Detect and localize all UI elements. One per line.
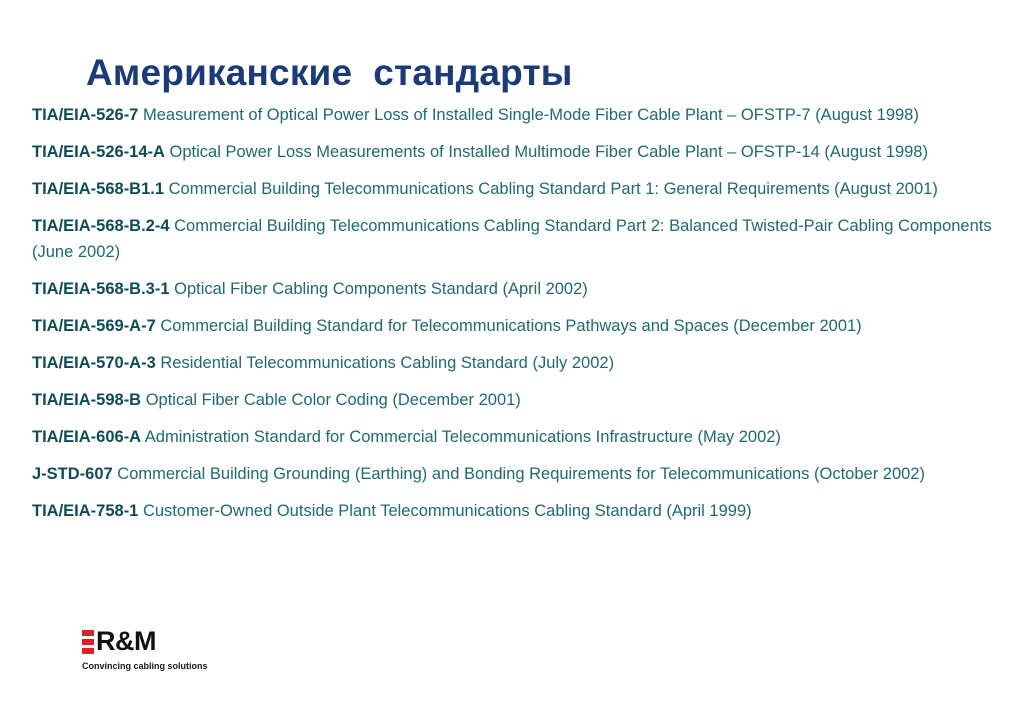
standard-code: TIA/EIA-568-B1.1 [32,180,165,198]
logo-mark [82,628,156,655]
page-title: Американские стандарты [86,52,573,93]
standard-description: Residential Telecommunications Cabling Standard (July 2002) [160,354,615,372]
standard-code: J-STD-607 [32,465,113,483]
logo-tagline: Convincing cabling solutions [82,661,208,671]
standard-description: Optical Fiber Cabling Components Standard (April 2002) [174,280,588,298]
standard-item [32,387,1007,413]
standard-item [32,350,1007,376]
standard-code: TIA/EIA-570-A-3 [32,354,156,372]
standard-description: Commercial Building Standard for Telecommunications Pathways and Spaces (December 2001) [160,317,862,335]
standard-code: TIA/EIA-606-A [32,428,142,446]
standard-description: Measurement of Optical Power Loss of Installed Single-Mode Fiber Cable Plant – OFSTP-7 (August 1998) [142,106,919,124]
rm-logo [82,628,232,676]
standard-description: Commercial Building Telecommunications Cabling Standard Part 2: Balanced Twisted-Pair Cabling Components (June 2002) [32,217,992,261]
standard-item [32,313,1007,339]
standard-description: Optical Fiber Cable Color Coding (December 2001) [145,391,521,409]
standard-description: Optical Power Loss Measurements of Installed Multimode Fiber Cable Plant – OFSTP-14 (August 1998) [169,143,928,161]
standard-item [32,276,1007,302]
standard-code: TIA/EIA-758-1 [32,502,139,520]
logo-bars-icon [82,630,94,654]
logo-wordmark: R&M [96,626,156,656]
standard-item [32,498,1007,524]
standard-item [32,424,1007,450]
standard-item [32,213,1007,265]
standard-description: Commercial Building Telecommunications Cabling Standard Part 1: General Requirements (August 2001) [168,180,938,198]
standard-code: TIA/EIA-526-7 [32,106,139,124]
standard-description: Administration Standard for Commercial Telecommunications Infrastructure (May 2002) [144,428,781,446]
standard-item [32,139,1007,165]
standard-code: TIA/EIA-568-B.2-4 [32,217,170,235]
standard-item [32,176,1007,202]
standard-code: TIA/EIA-568-B.3-1 [32,280,170,298]
standard-code: TIA/EIA-526-14-A [32,143,165,161]
standard-item [32,102,1007,128]
standards-list [32,102,1007,535]
standard-code: TIA/EIA-598-B [32,391,142,409]
standard-description: Customer-Owned Outside Plant Telecommunications Cabling Standard (April 1999) [142,502,752,520]
standard-item [32,461,1007,487]
standard-code: TIA/EIA-569-A-7 [32,317,156,335]
standard-description: Commercial Building Grounding (Earthing) and Bonding Requirements for Telecommunications (October 2002) [117,465,925,483]
